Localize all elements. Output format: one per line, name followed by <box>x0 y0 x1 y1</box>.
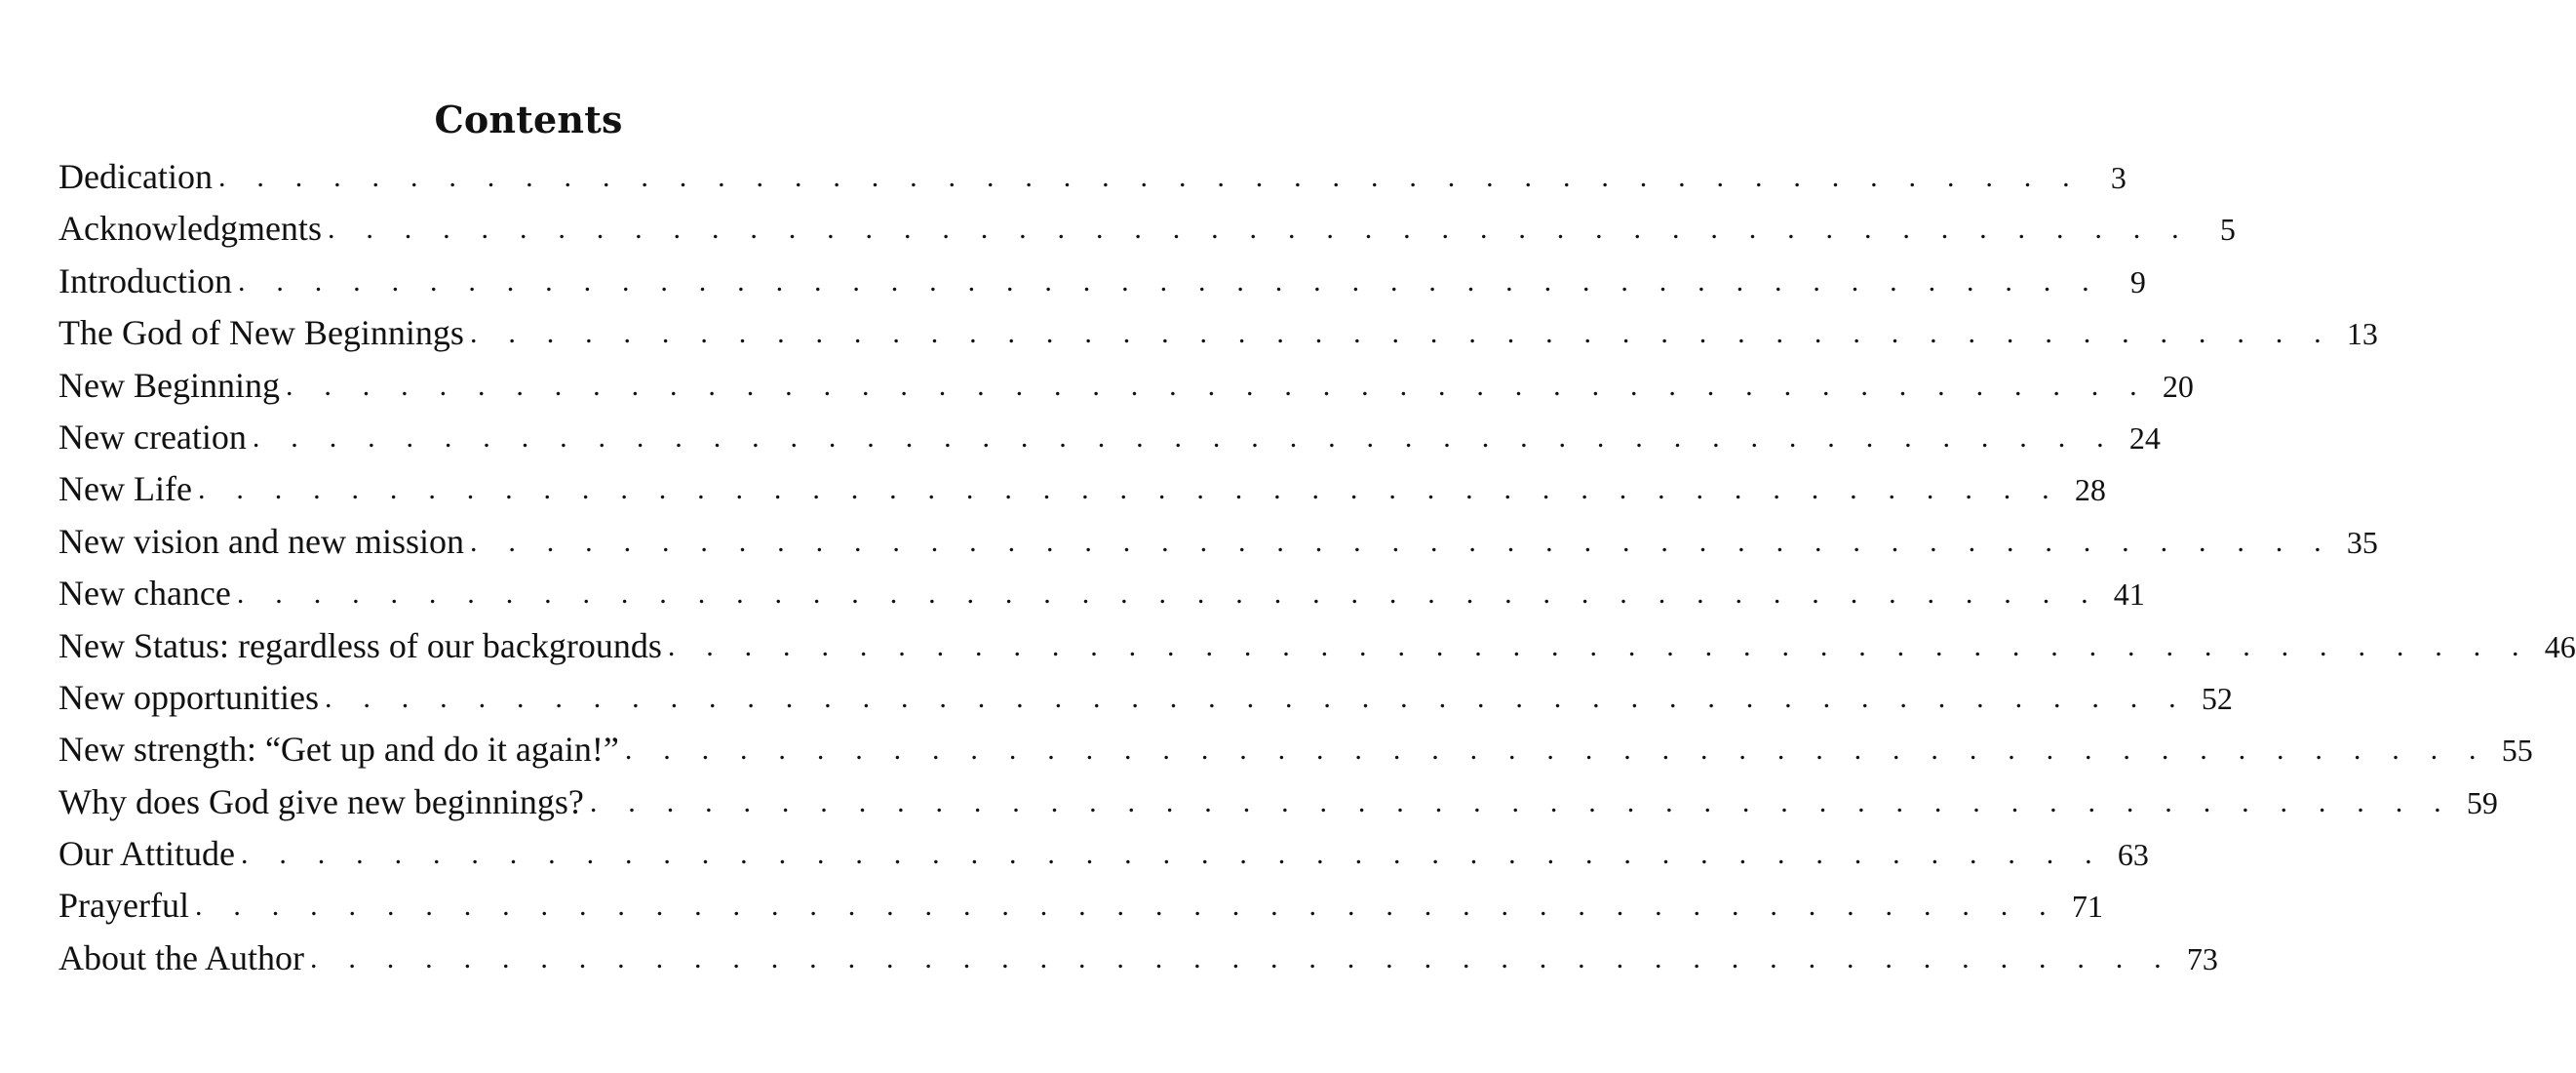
toc-page-number: 52 <box>2201 680 2233 716</box>
toc-page-number: 5 <box>2219 212 2236 248</box>
toc-entry-label: Why does God give new beginnings? <box>59 781 584 821</box>
toc-page-number: 28 <box>2074 472 2106 508</box>
toc-page-number: 35 <box>2346 524 2378 560</box>
toc-entry-new-status[interactable] <box>59 620 2576 672</box>
dot-leader: . . . . . . . . . . . . . . . . . . . . . . . . . . . . . . . . . . . . . . . . . . . . . . . . . <box>236 577 2100 611</box>
toc-entry-label: New Beginning <box>59 365 280 405</box>
toc-entry-label: Prayerful <box>59 886 189 926</box>
toc-entry-dedication[interactable] <box>59 151 2127 203</box>
toc-entry-new-opportunities[interactable] <box>59 672 2233 724</box>
toc-page-number: 24 <box>2128 419 2161 456</box>
toc-entry-label: Dedication <box>59 157 213 196</box>
toc-entry-label: New Life <box>59 469 192 509</box>
toc-entry-label: New strength: “Get up and do it again!” <box>59 730 619 770</box>
toc-entry-label: New vision and new mission <box>59 521 464 561</box>
toc-entry-about-the-author[interactable] <box>59 933 2218 984</box>
dot-leader: . . . . . . . . . . . . . . . . . . . . . . . . . . . . . . . . . . . . . . . . . . . . . . . . . <box>217 161 2082 193</box>
dot-leader: . . . . . . . . . . . . . . . . . . . . . . . . . . . . . . . . . . . . . . . . . . . . . . . . . <box>327 213 2191 246</box>
dot-leader: . . . . . . . . . . . . . . . . . . . . . . . . . . . . . . . . . . . . . . . . . . . . . . . . . <box>624 734 2488 767</box>
toc-page-number: 9 <box>2129 263 2146 299</box>
toc-entry-label: New opportunities <box>59 677 319 717</box>
toc-entry-label: Acknowledgments <box>59 209 322 249</box>
toc-entry-label: Our Attitude <box>59 834 235 874</box>
toc-entry-label: Introduction <box>59 260 232 300</box>
toc-entry-new-life[interactable] <box>59 463 2106 515</box>
toc-page-number: 59 <box>2466 784 2498 820</box>
toc-entry-god-of-new-beginnings[interactable] <box>59 307 2378 359</box>
toc-entry-new-creation[interactable] <box>59 412 2161 463</box>
dot-leader: . . . . . . . . . . . . . . . . . . . . . . . . . . . . . . . . . . . . . . . . . . . . . . . . . <box>309 941 2173 974</box>
toc-page-number: 73 <box>2186 940 2218 976</box>
dot-leader: . . . . . . . . . . . . . . . . . . . . . . . . . . . . . . . . . . . . . . . . . . . . . . . . . <box>469 525 2333 558</box>
dot-leader: . . . . . . . . . . . . . . . . . . . . . . . . . . . . . . . . . . . . . . . . . . . . . . . . . <box>252 420 2116 454</box>
dot-leader: . . . . . . . . . . . . . . . . . . . . . . . . . . . . . . . . . . . . . . . . . . . . . . . . . <box>240 838 2104 871</box>
toc-page-number: 55 <box>2501 733 2533 769</box>
page-title: Contents <box>434 98 623 142</box>
toc-entry-new-vision-and-mission[interactable] <box>59 516 2378 568</box>
dot-leader: . . . . . . . . . . . . . . . . . . . . . . . . . . . . . . . . . . . . . . . . . . . . . . . . . <box>667 629 2531 662</box>
toc-entry-label: The God of New Beginnings <box>59 313 464 353</box>
toc-page-number: 13 <box>2346 316 2378 352</box>
table-of-contents <box>59 151 2576 984</box>
toc-page-number: 20 <box>2162 368 2194 404</box>
toc-page-number: 3 <box>2110 160 2127 195</box>
toc-entry-new-strength[interactable] <box>59 724 2533 775</box>
dot-leader: . . . . . . . . . . . . . . . . . . . . . . . . . . . . . . . . . . . . . . . . . . . . . . . . . <box>237 264 2101 298</box>
dot-leader: . . . . . . . . . . . . . . . . . . . . . . . . . . . . . . . . . . . . . . . . . . . . . . . . . <box>197 473 2061 506</box>
toc-page-number: 71 <box>2071 889 2103 925</box>
toc-entry-prayerful[interactable] <box>59 880 2103 932</box>
toc-entry-our-attitude[interactable] <box>59 828 2149 880</box>
dot-leader: . . . . . . . . . . . . . . . . . . . . . . . . . . . . . . . . . . . . . . . . . . . . . . . . . <box>285 369 2149 402</box>
dot-leader: . . . . . . . . . . . . . . . . . . . . . . . . . . . . . . . . . . . . . . . . . . . . . . . . . <box>589 785 2453 818</box>
dot-leader: . . . . . . . . . . . . . . . . . . . . . . . . . . . . . . . . . . . . . . . . . . . . . . . . . <box>324 681 2188 714</box>
toc-entry-new-chance[interactable] <box>59 568 2145 619</box>
toc-entry-label: New Status: regardless of our backgrounds <box>59 625 662 665</box>
toc-entry-new-beginning[interactable] <box>59 360 2194 412</box>
dot-leader: . . . . . . . . . . . . . . . . . . . . . . . . . . . . . . . . . . . . . . . . . . . . . . . . . <box>194 890 2058 923</box>
toc-page-number: 46 <box>2544 628 2576 664</box>
toc-entry-label: New chance <box>59 574 231 614</box>
toc-entry-acknowledgments[interactable] <box>59 203 2236 255</box>
toc-entry-introduction[interactable] <box>59 256 2146 307</box>
toc-entry-label: New creation <box>59 417 247 457</box>
dot-leader: . . . . . . . . . . . . . . . . . . . . . . . . . . . . . . . . . . . . . . . . . . . . . . . . . <box>469 317 2333 350</box>
toc-entry-why-new-beginnings[interactable] <box>59 776 2498 828</box>
toc-page-number: 63 <box>2117 837 2149 873</box>
toc-page-number: 41 <box>2113 576 2145 613</box>
toc-entry-label: About the Author <box>59 937 304 977</box>
